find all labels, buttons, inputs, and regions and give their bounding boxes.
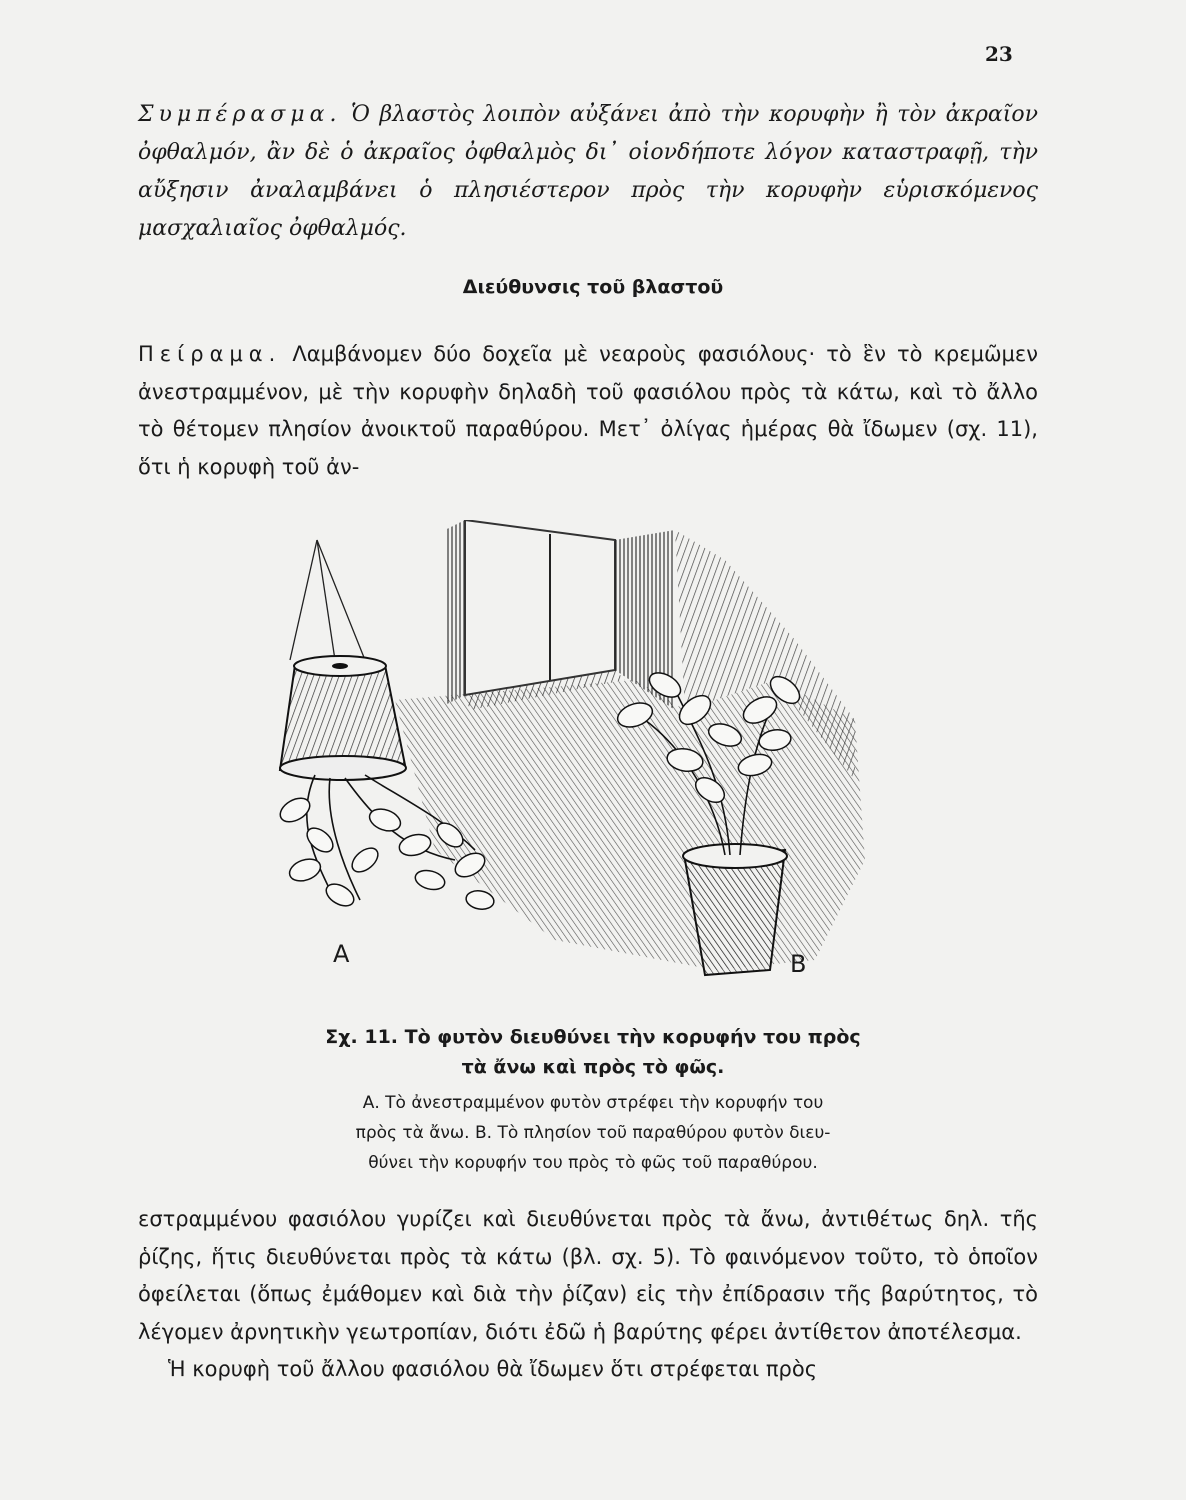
figure-11-illustration xyxy=(255,520,875,980)
experiment-text: Λαμβάνομεν δύο δοχεῖα μὲ νεαροὺς φασιόλους· τὸ ἓν τὸ κρεμῶμεν ἀνεστραμμένον, μὲ τὴν κορυφὴν δηλαδὴ τοῦ φασιόλου πρὸς τὰ κάτω, καὶ τὸ ἄλλο τὸ θέτομεν πλησίον ἀνοικτοῦ παραθύρου. Μετ᾽ ὀλίγας ἡμέρας θὰ ἴδωμεν (σχ. 11), ὅτι ἡ κορυφὴ τοῦ ἀν- xyxy=(138,342,1038,479)
caption-title-line-1: Σχ. 11. Τὸ φυτὸν διευθύνει τὴν κορυφήν του πρὸς xyxy=(325,1026,861,1048)
figure-caption-body xyxy=(0,1088,1186,1178)
hanging-pot-a xyxy=(280,540,406,780)
continuation-last-line: Ἡ κορυφὴ τοῦ ἄλλου φασιόλου θὰ ἴδωμεν ὅτι στρέφεται πρὸς xyxy=(168,1357,818,1381)
figure-caption-title xyxy=(0,1022,1186,1082)
conclusion-text: Ὁ βλαστὸς λοιπὸν αὐξάνει ἀπὸ τὴν κορυφὴν ἢ τὸν ἀκραῖον ὀφθαλμόν, ἂν δὲ ὁ ἀκραῖος ὀφθαλμὸς δι᾽ οἱονδήποτε λόγον καταστραφῇ, τὴν αὔξησιν ἀναλαμβάνει ὁ πλησιέστερον πρὸς τὴν κορυφὴν εὑρισκόμενος μασχαλιαῖος ὀφθαλμός. xyxy=(138,102,1038,241)
caption-body-line-2: πρὸς τὰ ἄνω. Β. Τὸ πλησίον τοῦ παραθύρου φυτὸν διευ- xyxy=(355,1123,831,1143)
figure-label-a: Α xyxy=(333,940,350,968)
window-frame xyxy=(445,520,675,710)
experiment-lead: Πείραμα. xyxy=(138,342,282,366)
figure-label-b: Β xyxy=(790,950,807,978)
continuation-paragraph xyxy=(138,1201,1038,1389)
plants-drawing xyxy=(255,520,875,980)
caption-title-line-2: τὰ ἄνω καὶ πρὸς τὸ φῶς. xyxy=(461,1056,725,1078)
conclusion-lead: Συμπέρασμα. xyxy=(138,102,342,127)
conclusion-paragraph xyxy=(138,96,1038,248)
page-number: 23 xyxy=(985,42,1013,66)
section-heading: Διεύθυνσις τοῦ βλαστοῦ xyxy=(462,276,724,298)
experiment-paragraph xyxy=(138,336,1038,486)
caption-body-line-3: θύνει τὴν κορυφήν του πρὸς τὸ φῶς τοῦ παραθύρου. xyxy=(368,1153,818,1173)
continuation-text: εστραμμένου φασιόλου γυρίζει καὶ διευθύνεται πρὸς τὰ ἄνω, ἀντιθέτως δηλ. τῆς ῥίζης, ἥτις διευθύνεται πρὸς τὰ κάτω (βλ. σχ. 5). Τὸ φαινόμενον τοῦτο, τὸ ὁποῖον ὀφείλεται (ὅπως ἐμάθομεν καὶ διὰ τὴν ῥίζαν) εἰς τὴν ἐπίδρασιν τῆς βαρύτητος, τὸ λέγομεν ἀρνητικὴν γεωτροπίαν, διότι ἐδῶ ἡ βαρύτης φέρει ἀντίθετον ἀποτέλεσμα. xyxy=(138,1207,1038,1344)
caption-body-line-1: Α. Τὸ ἀνεστραμμένον φυτὸν στρέφει τὴν κορυφήν του xyxy=(362,1093,824,1113)
